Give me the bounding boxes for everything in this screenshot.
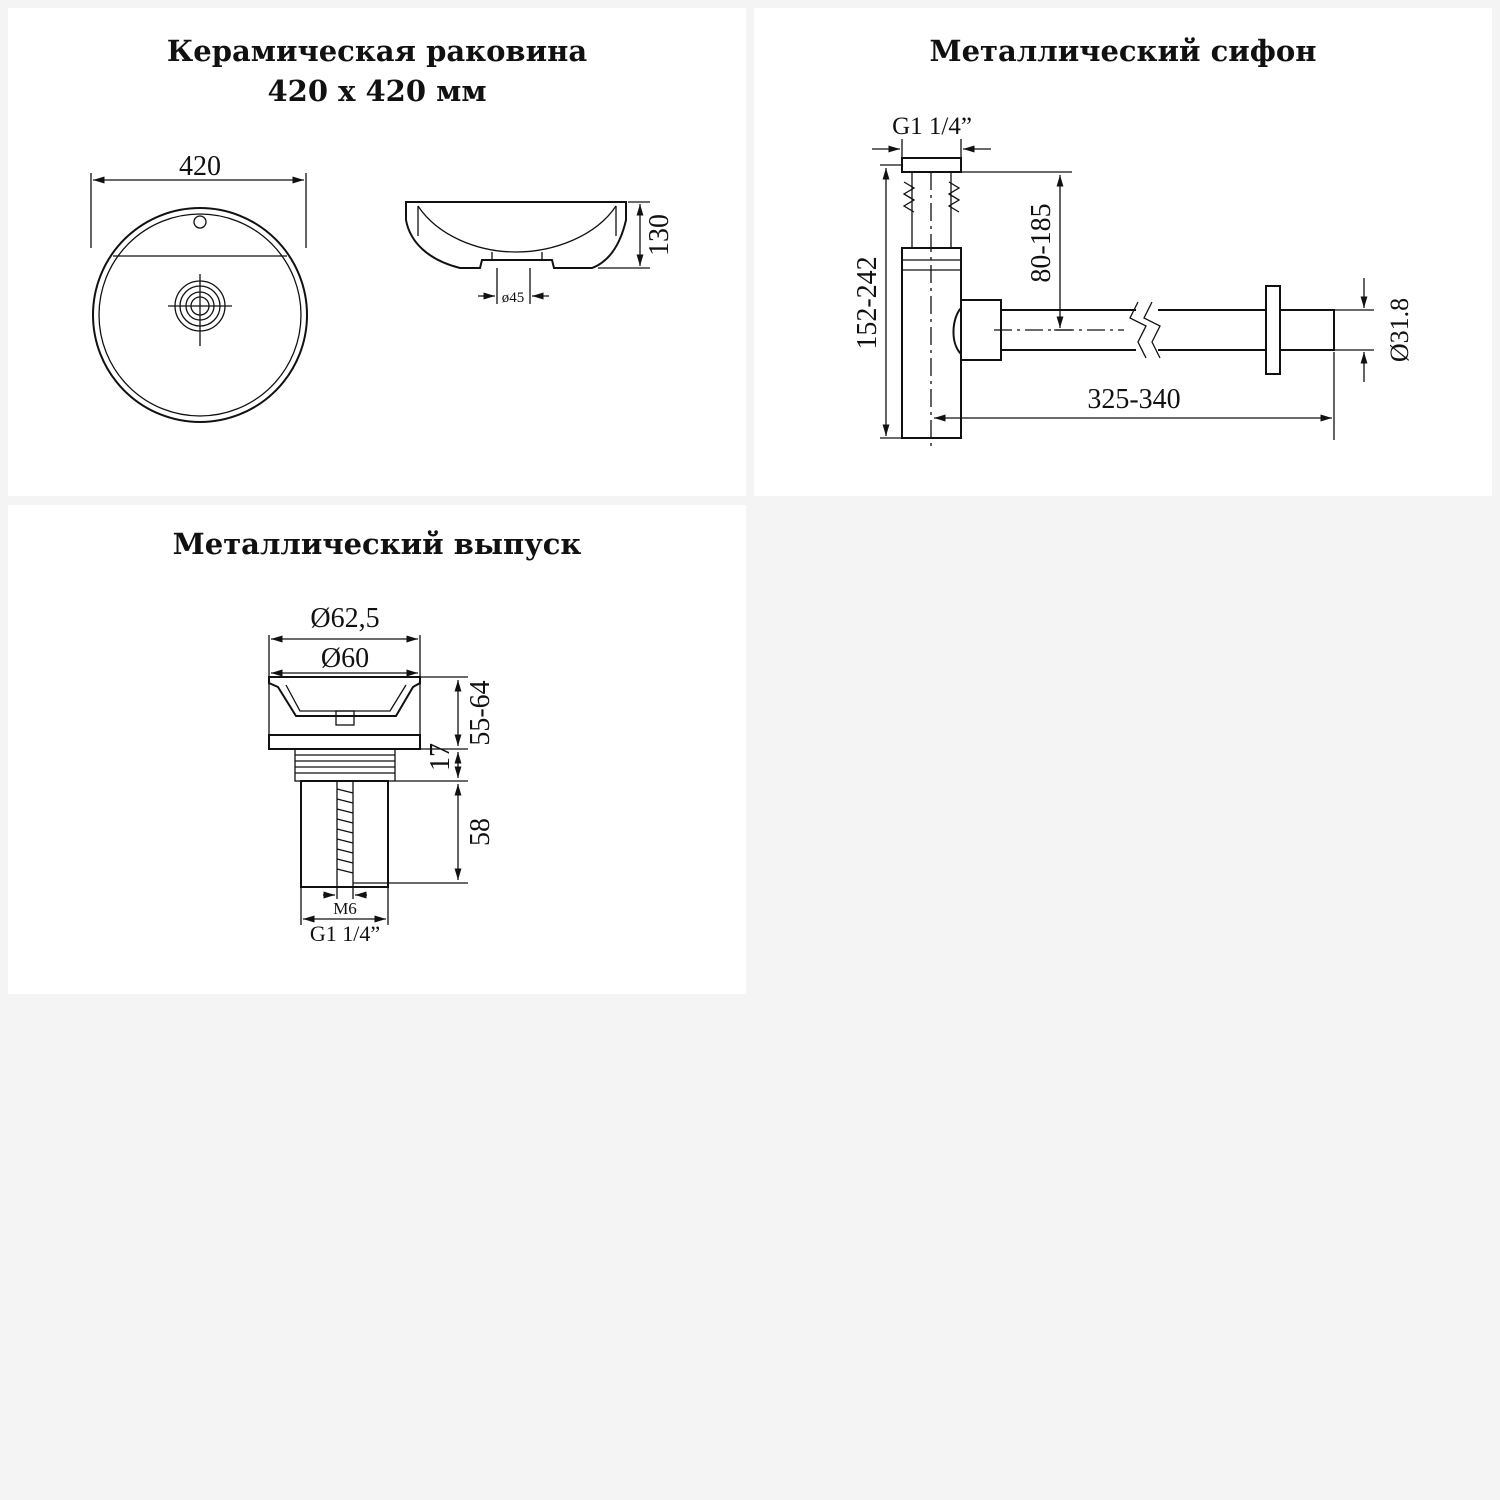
body-height-label: 58: [465, 818, 496, 846]
thread-height-label: 17: [425, 743, 456, 771]
width-dimension-label: 420: [179, 151, 221, 182]
drain-diameter-label: ø45: [501, 290, 525, 306]
outer-diameter-label: Ø62,5: [310, 603, 380, 634]
length-label: 325-340: [1087, 384, 1181, 415]
thread-section: [295, 749, 395, 781]
sink-side-view: [406, 202, 675, 306]
siphon-drawing: [754, 8, 1492, 496]
sink-drawing: [8, 8, 746, 496]
cap-inner: [286, 685, 406, 711]
bowl-profile-inner: [418, 206, 616, 252]
sink-title-line2: 420 x 420 мм: [267, 74, 487, 108]
metal-siphon-panel: [754, 8, 1492, 496]
inner-diameter-label: Ø60: [320, 643, 370, 674]
outlet-break-2: [1144, 302, 1160, 358]
faucet-hole: [194, 216, 206, 228]
drain-thread-label: G1 1/4”: [309, 921, 381, 946]
sink-top-view: [91, 151, 307, 422]
range-label: 55-64: [465, 680, 496, 746]
outlet-elbow: [953, 308, 961, 354]
cap-stem: [336, 711, 354, 725]
drain-flange: [269, 735, 420, 749]
bowl-profile-outer: [406, 202, 626, 268]
pipe-diameter-label: Ø31.8: [1385, 297, 1414, 363]
height-dimension-label: 130: [644, 214, 675, 256]
siphon-title: Металлический сифон: [929, 34, 1317, 68]
ceramic-sink-panel: [8, 8, 746, 496]
wall-flange: [1266, 286, 1280, 374]
inlet-nut: [902, 158, 961, 172]
drain-title: Металлический выпуск: [172, 527, 582, 561]
sink-title-line1: Керамическая раковина: [166, 34, 588, 68]
drain-drawing: [8, 505, 746, 994]
bolt-label: M6: [333, 899, 357, 918]
wall-pipe-end: [1280, 310, 1334, 350]
metal-drain-panel: [8, 505, 746, 994]
thread-label: G1 1/4”: [892, 113, 972, 140]
inlet-height-label: 80-185: [1026, 203, 1057, 283]
total-height-label: 152-242: [852, 256, 883, 350]
